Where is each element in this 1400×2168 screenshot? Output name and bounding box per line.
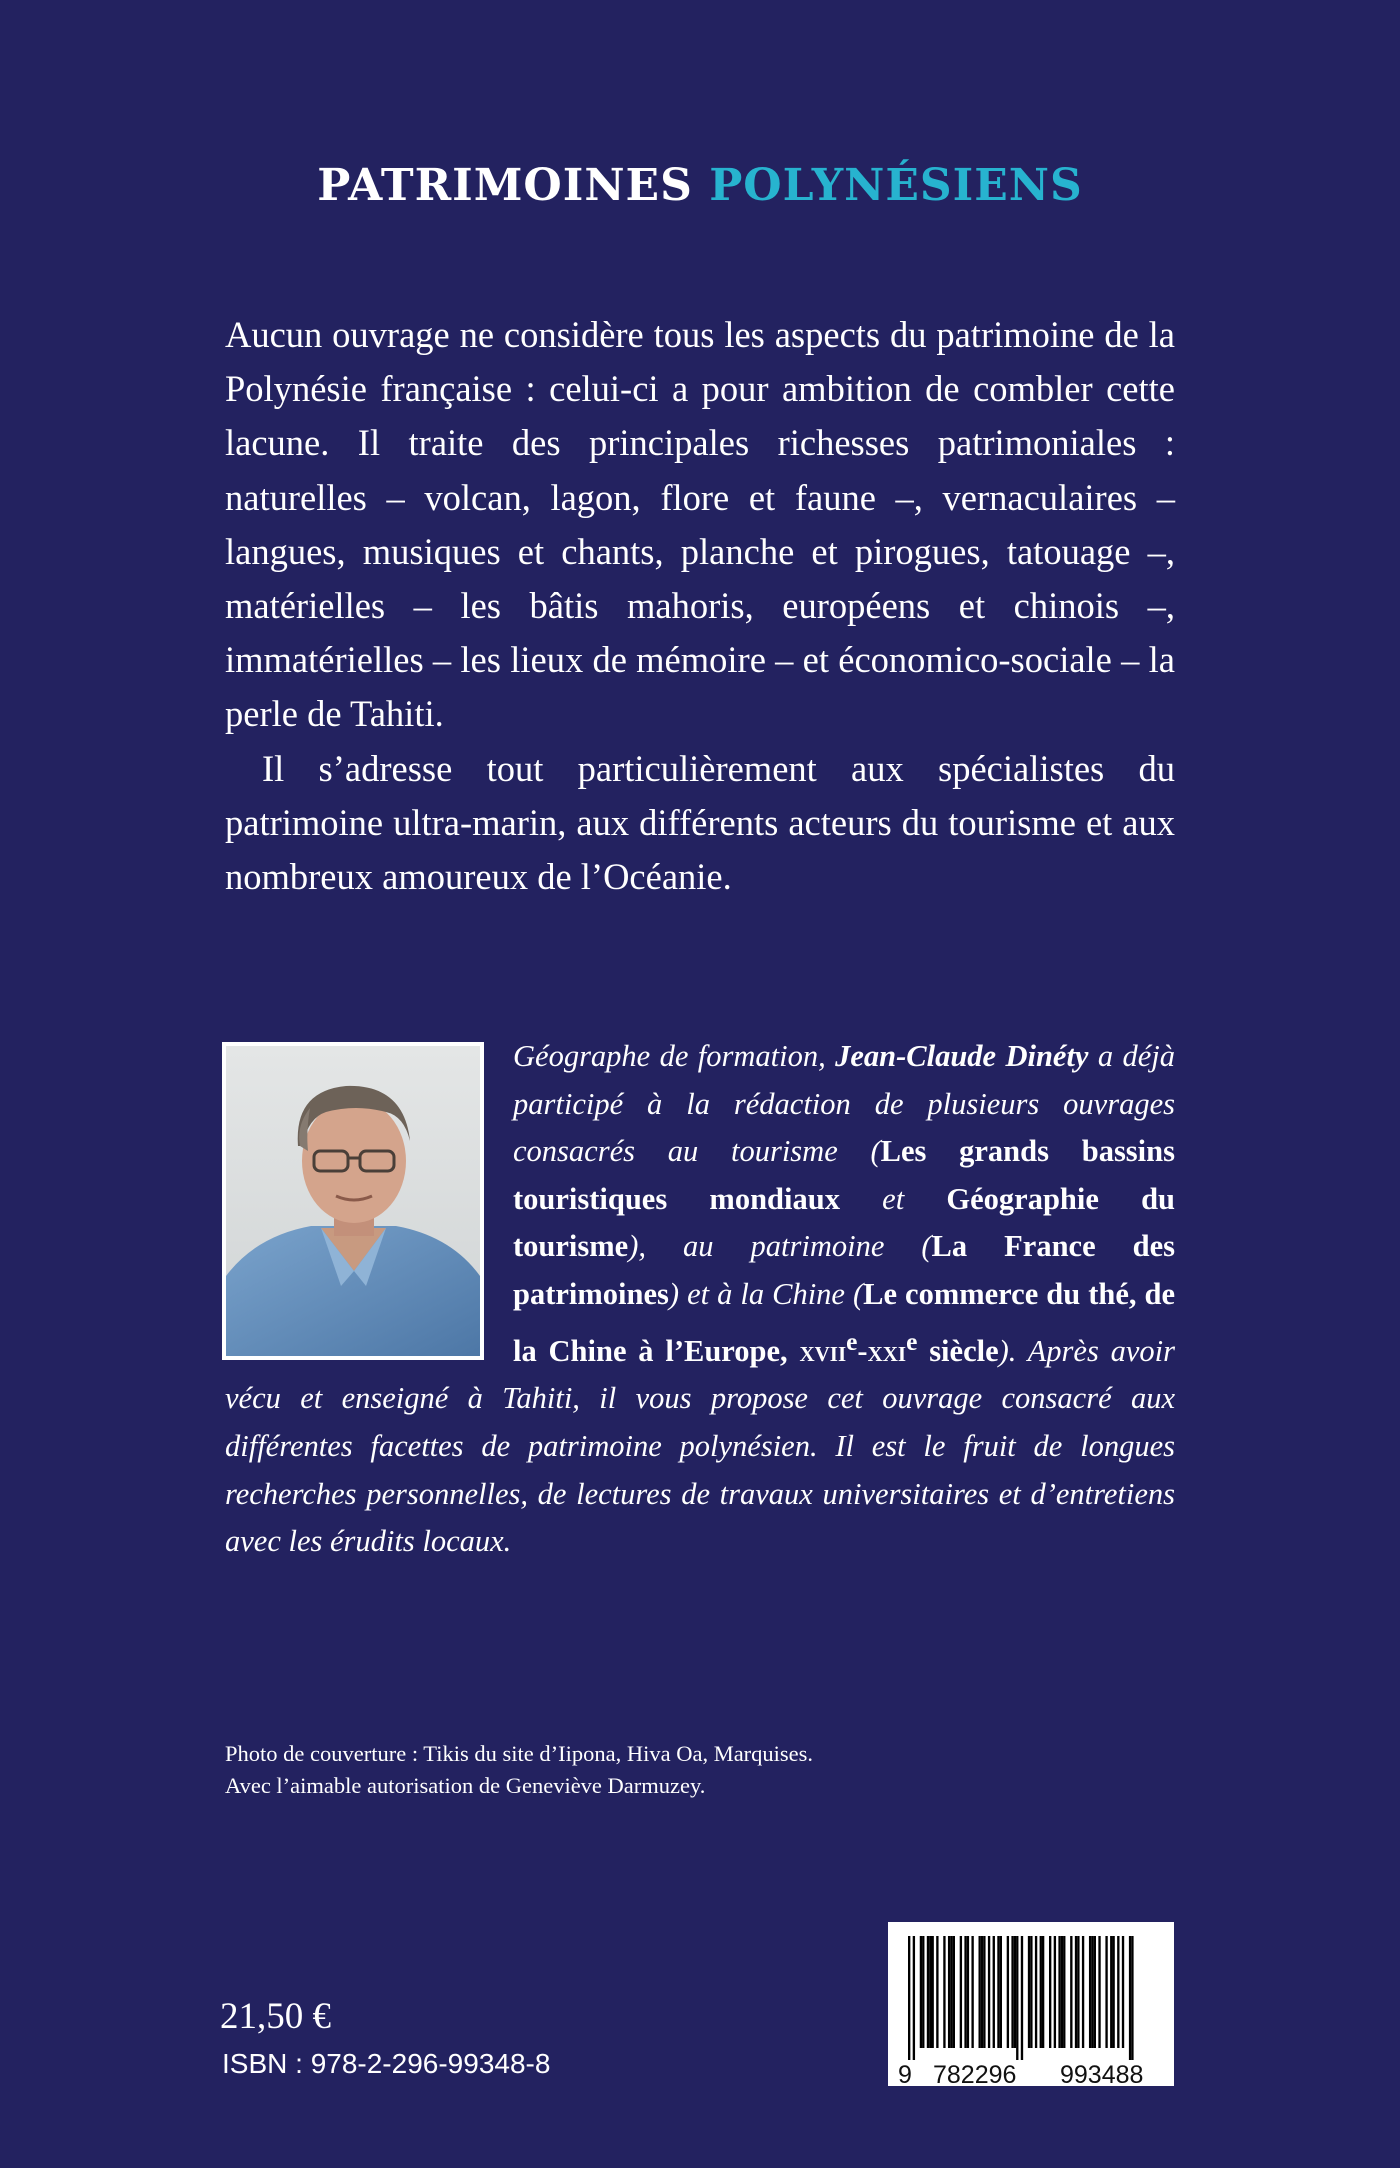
barcode-bar [1028, 1936, 1030, 2048]
barcode-bar [1075, 1936, 1077, 2048]
barcode-bar [1007, 1936, 1009, 2048]
barcode-bar [913, 1936, 915, 2060]
barcode-bar [1077, 1936, 1079, 2048]
barcode-bar [1112, 1936, 1114, 2048]
barcode-bar [1122, 1936, 1124, 2048]
title-part2: POLYNÉSIENS [709, 160, 1083, 211]
barcode-bar [1082, 1936, 1084, 2048]
photo-credits [225, 1738, 813, 1802]
barcode-bar [920, 1936, 922, 2048]
barcode-bar [1129, 1936, 1131, 2060]
barcode-bar [927, 1936, 929, 2048]
isbn: ISBN : 978-2-296-99348-8 [222, 2048, 551, 2079]
barcode-bar [960, 1936, 962, 2048]
author-bio [225, 1033, 1175, 1566]
barcode-bar [1035, 1936, 1037, 2048]
bio-text: ) et à la Chine ( [668, 1276, 864, 1311]
barcode-bar [1021, 1936, 1023, 2060]
barcode-group-2: 993488 [1060, 2061, 1144, 2089]
barcode-bar [1054, 1936, 1056, 2048]
barcode-digit-1: 9 [898, 2061, 912, 2089]
barcode-bar [929, 1936, 931, 2048]
barcode-bar [981, 1936, 983, 2048]
barcode-bar [908, 1936, 910, 2060]
barcode-bar [1091, 1936, 1093, 2048]
book-title-3: La France des patrimoines [513, 1229, 1175, 1311]
barcode-bar [943, 1936, 945, 2048]
barcode-bar [922, 1936, 924, 2048]
blurb [225, 308, 1175, 904]
author-name: Jean-Claude Dinéty [835, 1039, 1089, 1073]
book-title-1: Les grands bassins touristiques mondiaux [513, 1134, 1175, 1216]
barcode-bar [1011, 1936, 1013, 2048]
barcode-bar [953, 1936, 955, 2048]
barcode-bar [971, 1936, 973, 2048]
century-end-sup: e [906, 1327, 918, 1356]
book-title-2: Géographie du tourisme [513, 1181, 1176, 1264]
barcode-bar [1089, 1936, 1091, 2048]
book-title-4-text: Le commerce du thé, de la Chine à l’Europe, [513, 1276, 1175, 1368]
barcode-bar [1014, 1936, 1016, 2048]
bio-text: Géographe de formation, [513, 1039, 836, 1073]
blurb-paragraph-2: Il s’adresse tout particulièrement aux spécialistes du patrimoine ultra-marin, aux différents acteurs du tourisme et aux nombreux amoureux de l’Océanie. [225, 747, 1175, 898]
bio-text: a déjà participé à la rédaction de plusieurs ouvrages consacrés au tourisme ( [513, 1039, 1175, 1169]
barcode-bar [932, 1936, 934, 2048]
book-title-4-end: siècle [917, 1333, 999, 1368]
barcode-bar [1105, 1936, 1107, 2048]
barcode-bar [1094, 1936, 1096, 2048]
century-start-sup: e [846, 1327, 858, 1356]
title-part1: PATRIMOINES [317, 160, 693, 211]
barcode-bar [1070, 1936, 1072, 2048]
book-title [0, 160, 1400, 211]
barcode-bar [967, 1936, 969, 2048]
barcode-bar [1000, 1936, 1002, 2048]
barcode-bar [950, 1936, 952, 2048]
barcode-bar [988, 1936, 990, 2048]
barcode-bar [1040, 1936, 1042, 2048]
price: 21,50 € [220, 1996, 331, 2037]
bio-text: et [839, 1181, 947, 1216]
barcode-bar [1016, 1936, 1018, 2060]
century-end: xxi [867, 1333, 907, 1368]
barcode-bar [948, 1936, 950, 2048]
barcode-bar [1131, 1936, 1133, 2060]
bio-text: ). Après avoir vécu et enseigné à Tahiti, il vous propose cet ouvrage consacré aux différentes facettes de patrimoine polynésien. Il est le fruit de longues recherches personnelles, de lectures de travaux universitaires et d’entretiens avec les érudits locaux. [225, 1333, 1175, 1559]
barcode-bar [1049, 1936, 1051, 2048]
credits-line-1: Photo de couverture : Tikis du site d’Iipona, Hiva Oa, Marquises. [225, 1741, 814, 1766]
barcode-bar [1061, 1936, 1063, 2048]
barcode-bar [1117, 1936, 1119, 2048]
barcode-bar [979, 1936, 981, 2048]
blurb-paragraph-1: Aucun ouvrage ne considère tous les aspects du patrimoine de la Polynésie française : celui-ci a pour ambition de combler cette lacune. Il traite des principales richesses patrimoniales : naturelles – volcan, lagon, flore et faune –, vernaculaires – langues, musiques et chants, planche et pirogues, tatouage –, matérielles – les bâtis mahoris, européens et chinois –, immatérielles – les lieux de mémoire – et économico-sociale – la perle de Tahiti. [225, 314, 1175, 735]
barcode-bar [1058, 1936, 1060, 2048]
barcode-group-1: 782296 [933, 2061, 1017, 2089]
barcode-bar [964, 1936, 966, 2048]
barcode-bar [1098, 1936, 1100, 2048]
barcode-bar [983, 1936, 985, 2048]
barcode-bar [1063, 1936, 1065, 2048]
barcode-bar [997, 1936, 999, 2048]
barcode-bar [1110, 1936, 1112, 2048]
barcode-bar [1030, 1936, 1032, 2048]
barcode-bar [936, 1936, 938, 2048]
century-start: xvii [799, 1333, 847, 1368]
barcode-bar [1042, 1936, 1044, 2048]
credits-line-2: Avec l’aimable autorisation de Geneviève Darmuzey. [225, 1773, 706, 1798]
bio-text: ), au patrimoine ( [628, 1229, 932, 1264]
barcode-bar [993, 1936, 995, 2048]
century-dash: - [857, 1333, 868, 1368]
